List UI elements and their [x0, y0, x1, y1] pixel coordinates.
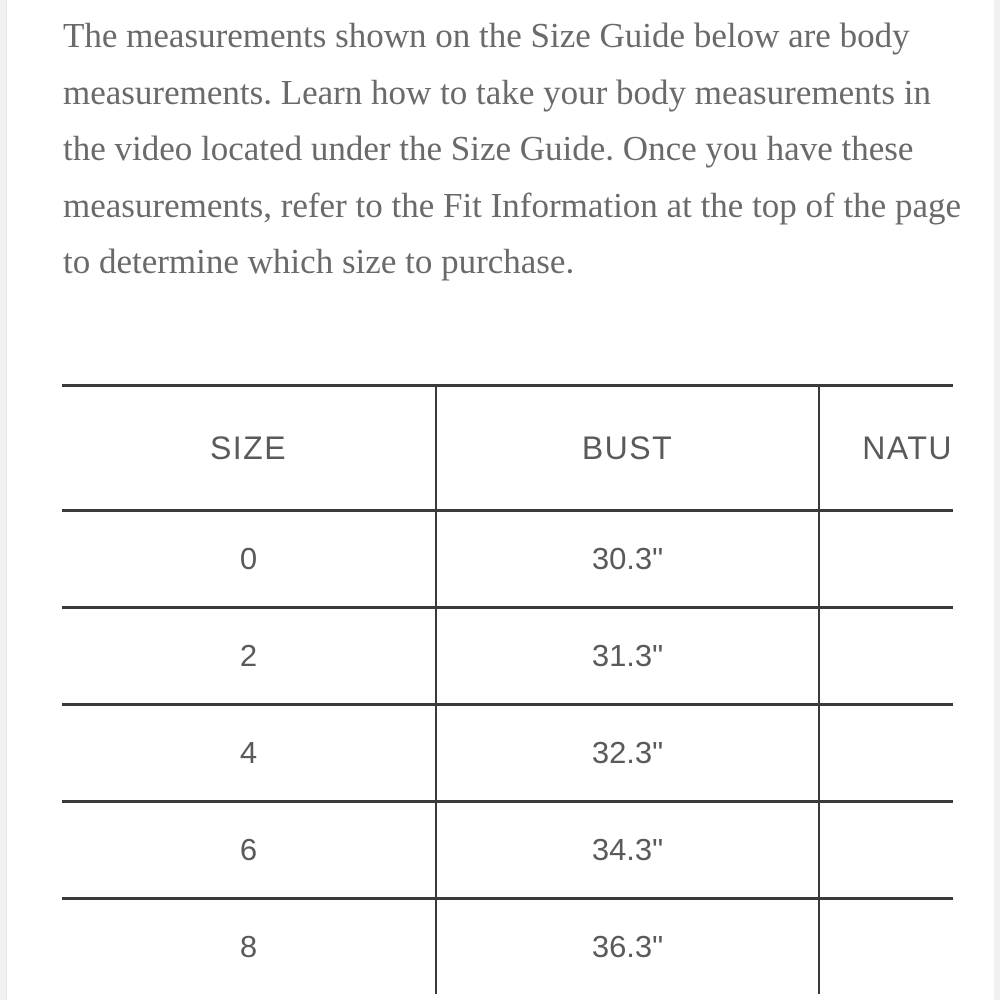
bust-cell: 34.3"	[436, 802, 819, 899]
natural-waist-cell	[819, 608, 953, 705]
size-guide-intro-text: The measurements shown on the Size Guide below are body measurements. Learn how to take your body measurements in the video located under the Size Guide. Once you have these measurements, refer to the Fit Information at the top of the page to determine which size to purchase.	[63, 16, 962, 281]
column-header-size: SIZE	[62, 386, 436, 511]
bust-cell: 36.3"	[436, 899, 819, 995]
table-row	[62, 511, 953, 608]
size-guide-panel[interactable]	[6, 0, 996, 1000]
table-row	[62, 705, 953, 802]
natural-waist-cell	[819, 511, 953, 608]
size-cell: 2	[62, 608, 436, 705]
size-cell: 8	[62, 899, 436, 995]
size-cell: 4	[62, 705, 436, 802]
table-row	[62, 802, 953, 899]
column-header-natural-waist: NATU	[819, 386, 953, 511]
bust-cell: 32.3"	[436, 705, 819, 802]
bust-cell: 31.3"	[436, 608, 819, 705]
bust-cell: 30.3"	[436, 511, 819, 608]
natural-waist-cell	[819, 899, 953, 995]
size-guide-table	[62, 384, 953, 994]
table-row	[62, 899, 953, 995]
column-header-bust: BUST	[436, 386, 819, 511]
page-edge-right	[994, 0, 1000, 1000]
size-cell: 0	[62, 511, 436, 608]
natural-waist-cell	[819, 705, 953, 802]
size-cell: 6	[62, 802, 436, 899]
table-row	[62, 608, 953, 705]
table-header-row	[62, 386, 953, 511]
natural-waist-cell	[819, 802, 953, 899]
